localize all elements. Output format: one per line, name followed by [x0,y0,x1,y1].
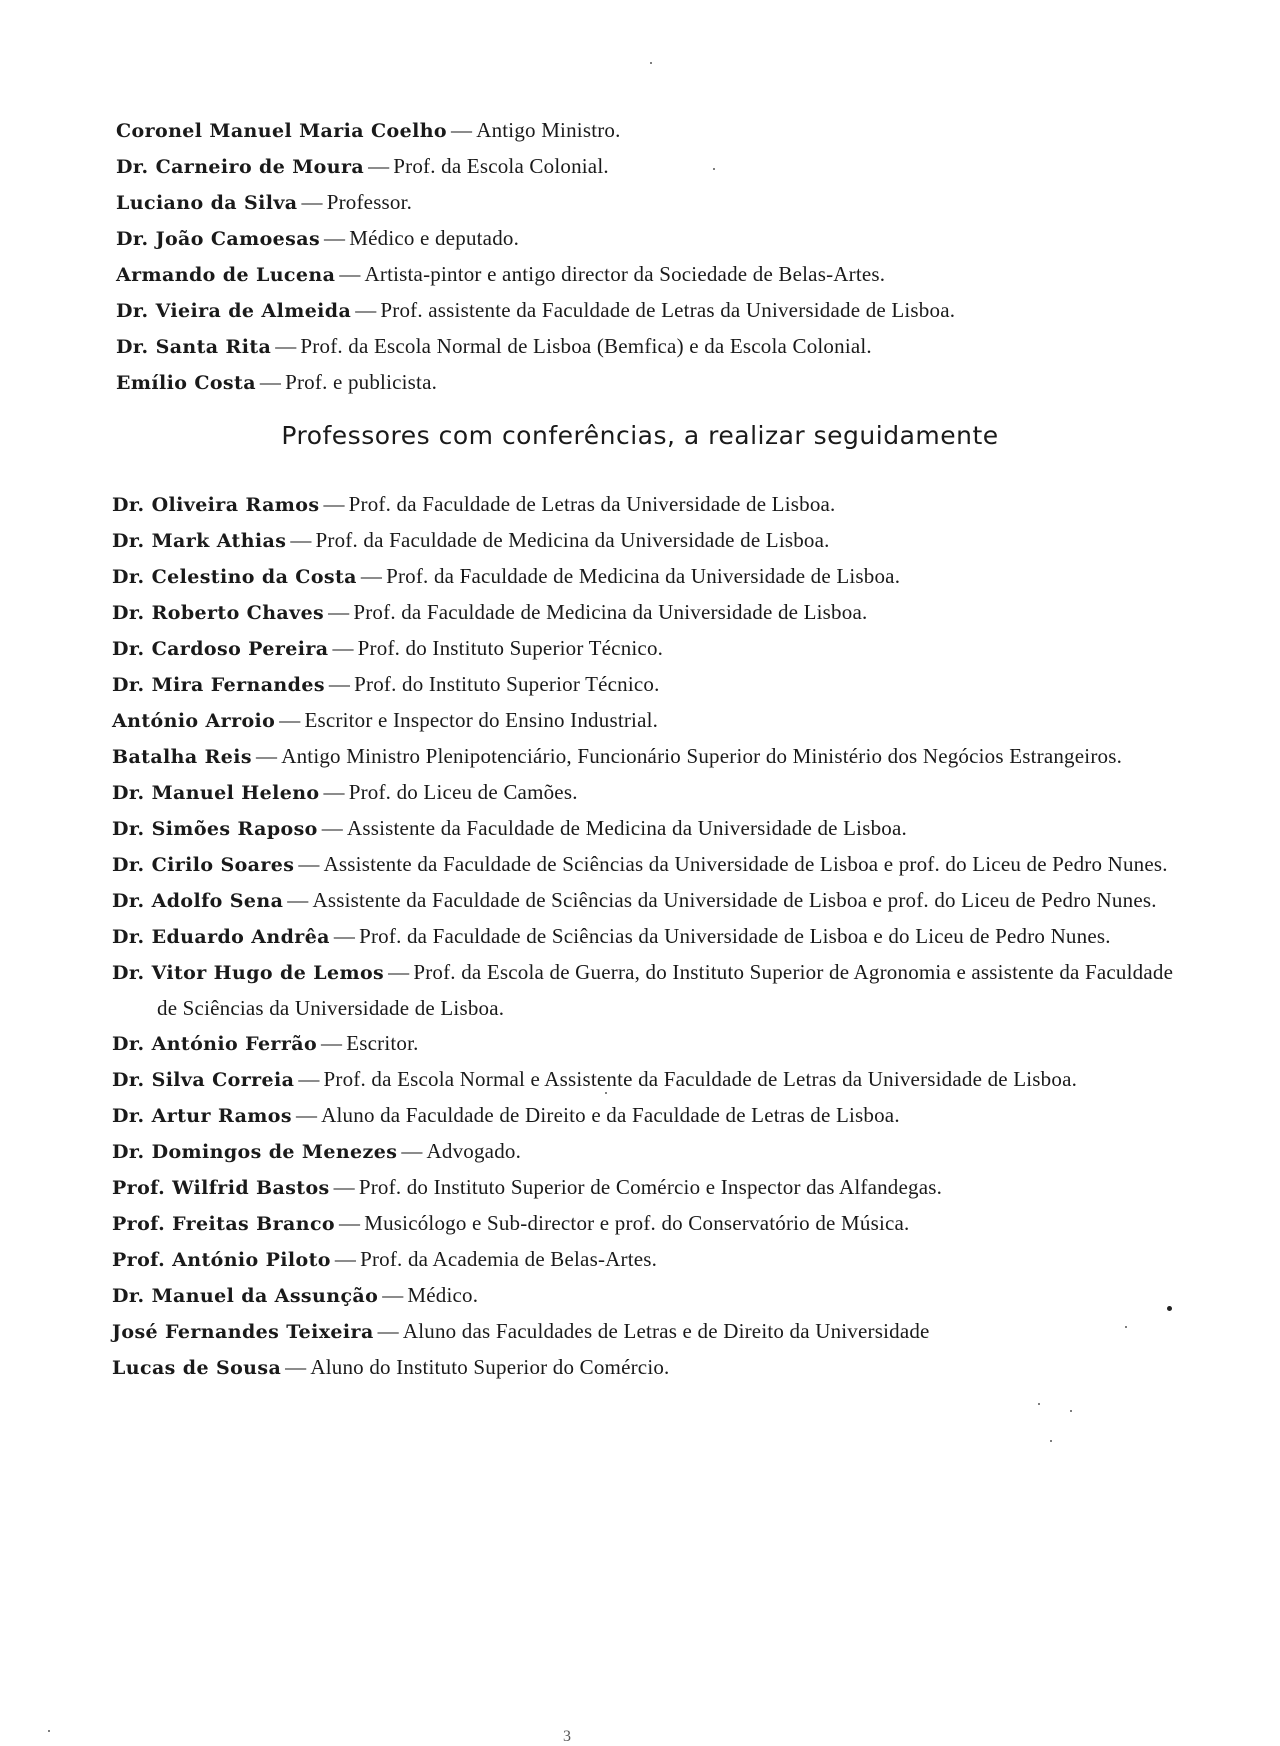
entry-name: Dr. Manuel Heleno [112,782,320,804]
entry-name: Dr. Celestino da Costa [112,566,357,588]
entry-dash: — [382,1283,404,1307]
entry-name: Dr. Santa Rita [116,336,272,358]
entry-name: Dr. Manuel da Assunção [112,1285,379,1307]
entry-dash: — [377,1319,399,1343]
lecturers-list [112,487,1176,1386]
entry-description: Aluno da Faculdade de Direito e da Faculdade de Letras de Lisboa. [321,1103,900,1127]
list-item [112,883,1176,919]
entry-description: Médico e deputado. [349,226,520,250]
entry-name: Emílio Costa [116,372,256,394]
list-item [116,185,1176,221]
entry-description: Médico. [407,1283,479,1307]
list-item [112,1350,1176,1386]
list-item [112,811,1176,847]
list-item [112,667,1176,703]
entry-name: Batalha Reis [112,746,253,768]
entry-dash: — [328,600,350,624]
entry-name: Armando de Lucena [116,264,336,286]
entry-dash: — [323,492,345,516]
scan-speck [48,1730,50,1732]
entry-name: José Fernandes Teixeira [112,1321,374,1343]
list-item [112,1242,1176,1278]
list-item [112,739,1176,775]
entry-name: Dr. Carneiro de Moura [116,156,365,178]
entry-dash: — [334,1247,357,1271]
entry-name: Dr. Mark Athias [112,530,287,552]
honorary-list [116,113,1176,401]
entry-name: Luciano da Silva [116,192,298,214]
entry-dash: — [285,1355,307,1379]
entry-dash: — [333,924,356,948]
entry-description: Advogado. [426,1139,522,1163]
entry-description: Professor. [326,190,413,214]
scan-speck [650,62,652,64]
entry-dash: — [321,1031,343,1055]
entry-dash: — [301,190,323,214]
entry-name: Dr. Silva Correia [112,1069,295,1091]
entry-description: Escritor. [346,1031,419,1055]
list-item [112,703,1176,739]
entry-dash: — [279,708,301,732]
entry-dash: — [298,1067,320,1091]
entry-name: Dr. Cardoso Pereira [112,638,329,660]
list-item [116,149,1176,185]
entry-dash: — [328,672,351,696]
entry-description: Prof. da Academia de Belas-Artes. [360,1247,658,1271]
scan-speck [1167,1306,1172,1311]
entry-name: Dr. Adolfo Sena [112,890,284,912]
entry-description: Prof. do Instituto Superior Técnico. [354,672,660,696]
list-item [112,631,1176,667]
entry-name: Dr. António Ferrão [112,1033,318,1055]
entry-dash: — [401,1139,423,1163]
entry-description: Prof. e publicista. [285,370,438,394]
list-item [112,1206,1176,1242]
entry-name: Prof. António Piloto [112,1249,331,1271]
entry-name: Dr. Eduardo Andrêa [112,926,330,948]
entry-name: António Arroio [112,710,276,732]
list-item [112,1098,1176,1134]
entry-dash: — [332,636,354,660]
entry-description: Prof. do Instituto Superior Técnico. [357,636,664,660]
page-number: 3 [563,1728,571,1745]
entry-name: Lucas de Sousa [112,1357,282,1379]
entry-description: Prof. da Escola de Guerra, do Instituto Superior de Agronomia e assistente da Faculdade de Sciências da Universidade de Lisboa. [157,960,1174,1020]
scan-speck [605,1092,607,1094]
entry-description: Prof. do Liceu de Camões. [348,780,578,804]
entry-dash: — [321,816,343,840]
entry-description: Prof. da Escola Normal de Lisboa (Bemfica) e da Escola Colonial. [300,334,872,358]
list-item [112,847,1176,883]
list-item [112,1278,1176,1314]
list-item [112,919,1176,955]
entry-description: Escritor e Inspector do Ensino Industrial. [304,708,659,732]
entry-description: Prof. do Instituto Superior de Comércio e Inspector das Alfandegas. [358,1175,943,1199]
list-item [112,955,1176,1026]
entry-dash: — [339,262,361,286]
entry-description: Prof. da Faculdade de Medicina da Universidade de Lisboa. [353,600,868,624]
scan-speck [1125,1326,1127,1328]
entry-description: Prof. da Faculdade de Letras da Universidade de Lisboa. [348,492,836,516]
entry-dash: — [368,154,390,178]
entry-description: Artista-pintor e antigo director da Sociedade de Belas-Artes. [364,262,886,286]
entry-dash: — [355,298,377,322]
entry-description: Prof. da Faculdade de Sciências da Universidade de Lisboa e do Liceu de Pedro Nunes. [359,924,1111,948]
entry-name: Dr. Oliveira Ramos [112,494,320,516]
entry-name: Dr. Cirilo Soares [112,854,295,876]
entry-dash: — [287,888,309,912]
entry-description: Assistente da Faculdade de Sciências da Universidade de Lisboa e prof. do Liceu de Pedro Nunes. [312,888,1157,912]
entry-dash: — [298,852,320,876]
list-item [112,595,1176,631]
list-item [116,221,1176,257]
entry-name: Dr. Vieira de Almeida [116,300,352,322]
scan-speck [1038,1403,1040,1405]
entry-dash: — [323,780,345,804]
list-item [112,1170,1176,1206]
scan-speck [1050,1440,1052,1442]
entry-name: Prof. Freitas Branco [112,1213,336,1235]
entry-dash: — [256,744,278,768]
entry-description: Prof. da Escola Normal e Assistente da Faculdade de Letras da Universidade de Lisboa. [323,1067,1078,1091]
list-item [116,365,1176,401]
entry-name: Dr. Vitor Hugo de Lemos [112,962,385,984]
entry-name: Dr. Domingos de Menezes [112,1141,398,1163]
entry-dash: — [290,528,312,552]
entry-name: Coronel Manuel Maria Coelho [116,120,447,142]
entry-name: Prof. Wilfrid Bastos [112,1177,330,1199]
entry-description: Prof. da Faculdade de Medicina da Universidade de Lisboa. [315,528,830,552]
entry-description: Prof. da Faculdade de Medicina da Universidade de Lisboa. [386,564,901,588]
entry-name: Dr. Mira Fernandes [112,674,325,696]
list-item [116,257,1176,293]
entry-dash: — [339,1211,361,1235]
list-item [112,1134,1176,1170]
list-item [116,293,1176,329]
entry-description: Antigo Ministro Plenipotenciário, Funcionário Superior do Ministério dos Negócios Estrangeiros. [281,744,1123,768]
entry-description: Aluno do Instituto Superior do Comércio. [310,1355,670,1379]
entry-description: Antigo Ministro. [476,118,621,142]
section-heading: Professores com conferências, a realizar seguidamente [281,421,999,450]
list-item [112,559,1176,595]
entry-dash: — [275,334,297,358]
entry-description: Assistente da Faculdade de Sciências da Universidade de Lisboa e prof. do Liceu de Pedro Nunes. [323,852,1168,876]
entry-dash: — [451,118,473,142]
list-item [112,487,1176,523]
entry-dash: — [388,960,410,984]
entry-dash: — [333,1175,355,1199]
entry-description: Prof. assistente da Faculdade de Letras da Universidade de Lisboa. [380,298,956,322]
entry-description: Prof. da Escola Colonial. [393,154,609,178]
entry-description: Aluno das Faculdades de Letras e de Direito da Universidade [402,1319,930,1343]
list-item [116,329,1176,365]
entry-dash: — [324,226,346,250]
list-item [116,113,1176,149]
entry-name: Dr. Roberto Chaves [112,602,325,624]
scan-speck [713,168,715,170]
entry-name: Dr. João Camoesas [116,228,321,250]
entry-name: Dr. Artur Ramos [112,1105,292,1127]
list-item [112,1026,1176,1062]
entry-description: Musicólogo e Sub-director e prof. do Conservatório de Música. [364,1211,910,1235]
list-item [112,775,1176,811]
list-item [112,523,1176,559]
list-item [112,1314,1176,1350]
entry-dash: — [360,564,383,588]
list-item [112,1062,1176,1098]
entry-description: Assistente da Faculdade de Medicina da Universidade de Lisboa. [346,816,907,840]
entry-dash: — [295,1103,318,1127]
scan-speck [1070,1410,1072,1412]
entry-name: Dr. Simões Raposo [112,818,318,840]
entry-dash: — [259,370,282,394]
